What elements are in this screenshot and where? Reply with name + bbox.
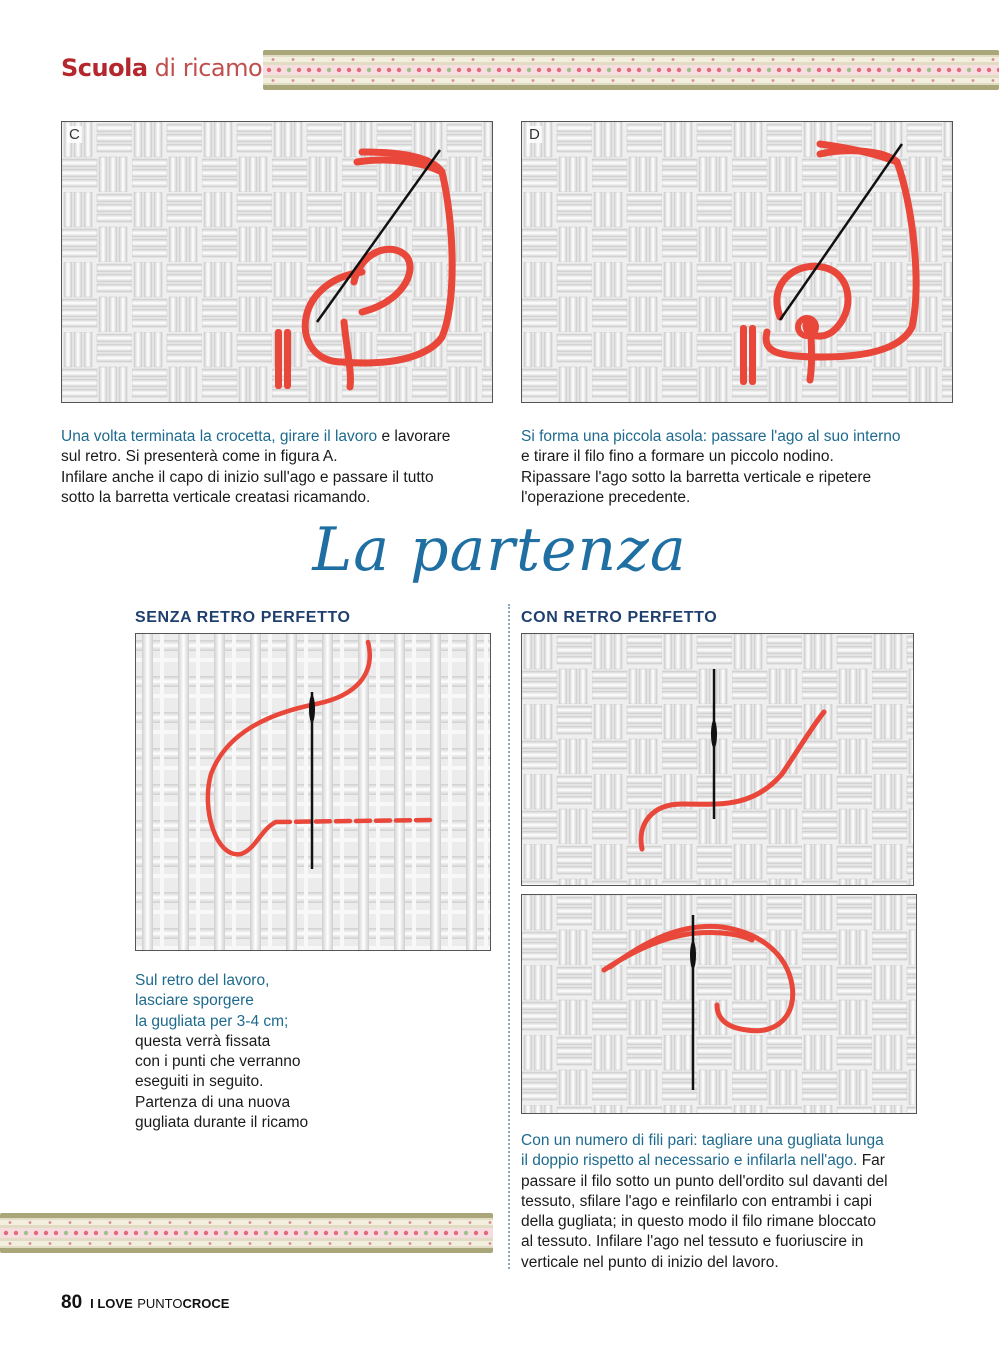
figure-d-label: D — [529, 126, 540, 143]
right-caption: Con un numero di fili pari: tagliare una gugliata lunga il doppio rispetto al necessario e infilarla nell'ago. Far passare il filo sotto un punto dell'ordito sul davanti del tessuto, sfilare l'ago e reinfilarlo con entrambi i capi della gugliata; in questo modo il filo rimane bloccato al tessuto. Infilare l'ago nel tessuto e fuoriuscire in verticale nel punto di inizio del lavoro. — [521, 1132, 888, 1271]
magazine-brand-croce: CROCE — [182, 1296, 230, 1311]
caption-c-line1: Una volta terminata la crocetta, girare il lavoro e lavorare — [61, 428, 451, 445]
figure-con-retro-1 — [521, 633, 914, 886]
magazine-brand-i-love: I LOVE — [90, 1296, 133, 1311]
section-title — [61, 54, 262, 82]
main-title: La partenza — [312, 515, 687, 585]
magazine-brand-punto: PUNTO — [137, 1296, 183, 1311]
left-caption: Sul retro del lavoro, lasciare sporgere la gugliata per 3-4 cm; questa verrà fissata con i punti che verranno eseguiti in seguito. Partenza di una nuova gugliata durante il ricamo — [135, 972, 309, 1132]
caption-d: Si forma una piccola asola: passare l'ago al suo interno e tirare il filo fino a formare un piccolo nodino. Ripassare l'ago sotto la barretta verticale e ripetere l'operazione precedente. — [521, 428, 901, 506]
section-title-word2: di ricamo — [154, 54, 263, 82]
figure-con-retro-2 — [521, 894, 917, 1114]
top-decorative-ribbon — [263, 50, 999, 90]
figure-c-label: C — [69, 126, 80, 143]
bottom-decorative-ribbon — [0, 1213, 493, 1253]
section-title-word1: Scuola — [61, 54, 148, 82]
caption-c: Una volta terminata la crocetta, girare il lavoro e lavorare sul retro. Si presenterà come in figura A. Infilare anche il capo di inizio sull'ago e passare il tutto sotto la barretta verticale creatasi ricamando. — [61, 427, 501, 508]
page-number: 80 — [61, 1292, 83, 1313]
footer — [61, 1292, 229, 1314]
figure-d — [521, 121, 953, 403]
figure-senza-retro — [135, 633, 491, 951]
left-heading: SENZA RETRO PERFETTO — [135, 609, 351, 626]
right-heading: CON RETRO PERFETTO — [521, 609, 718, 626]
column-divider — [508, 604, 510, 1269]
figure-c — [61, 121, 493, 403]
